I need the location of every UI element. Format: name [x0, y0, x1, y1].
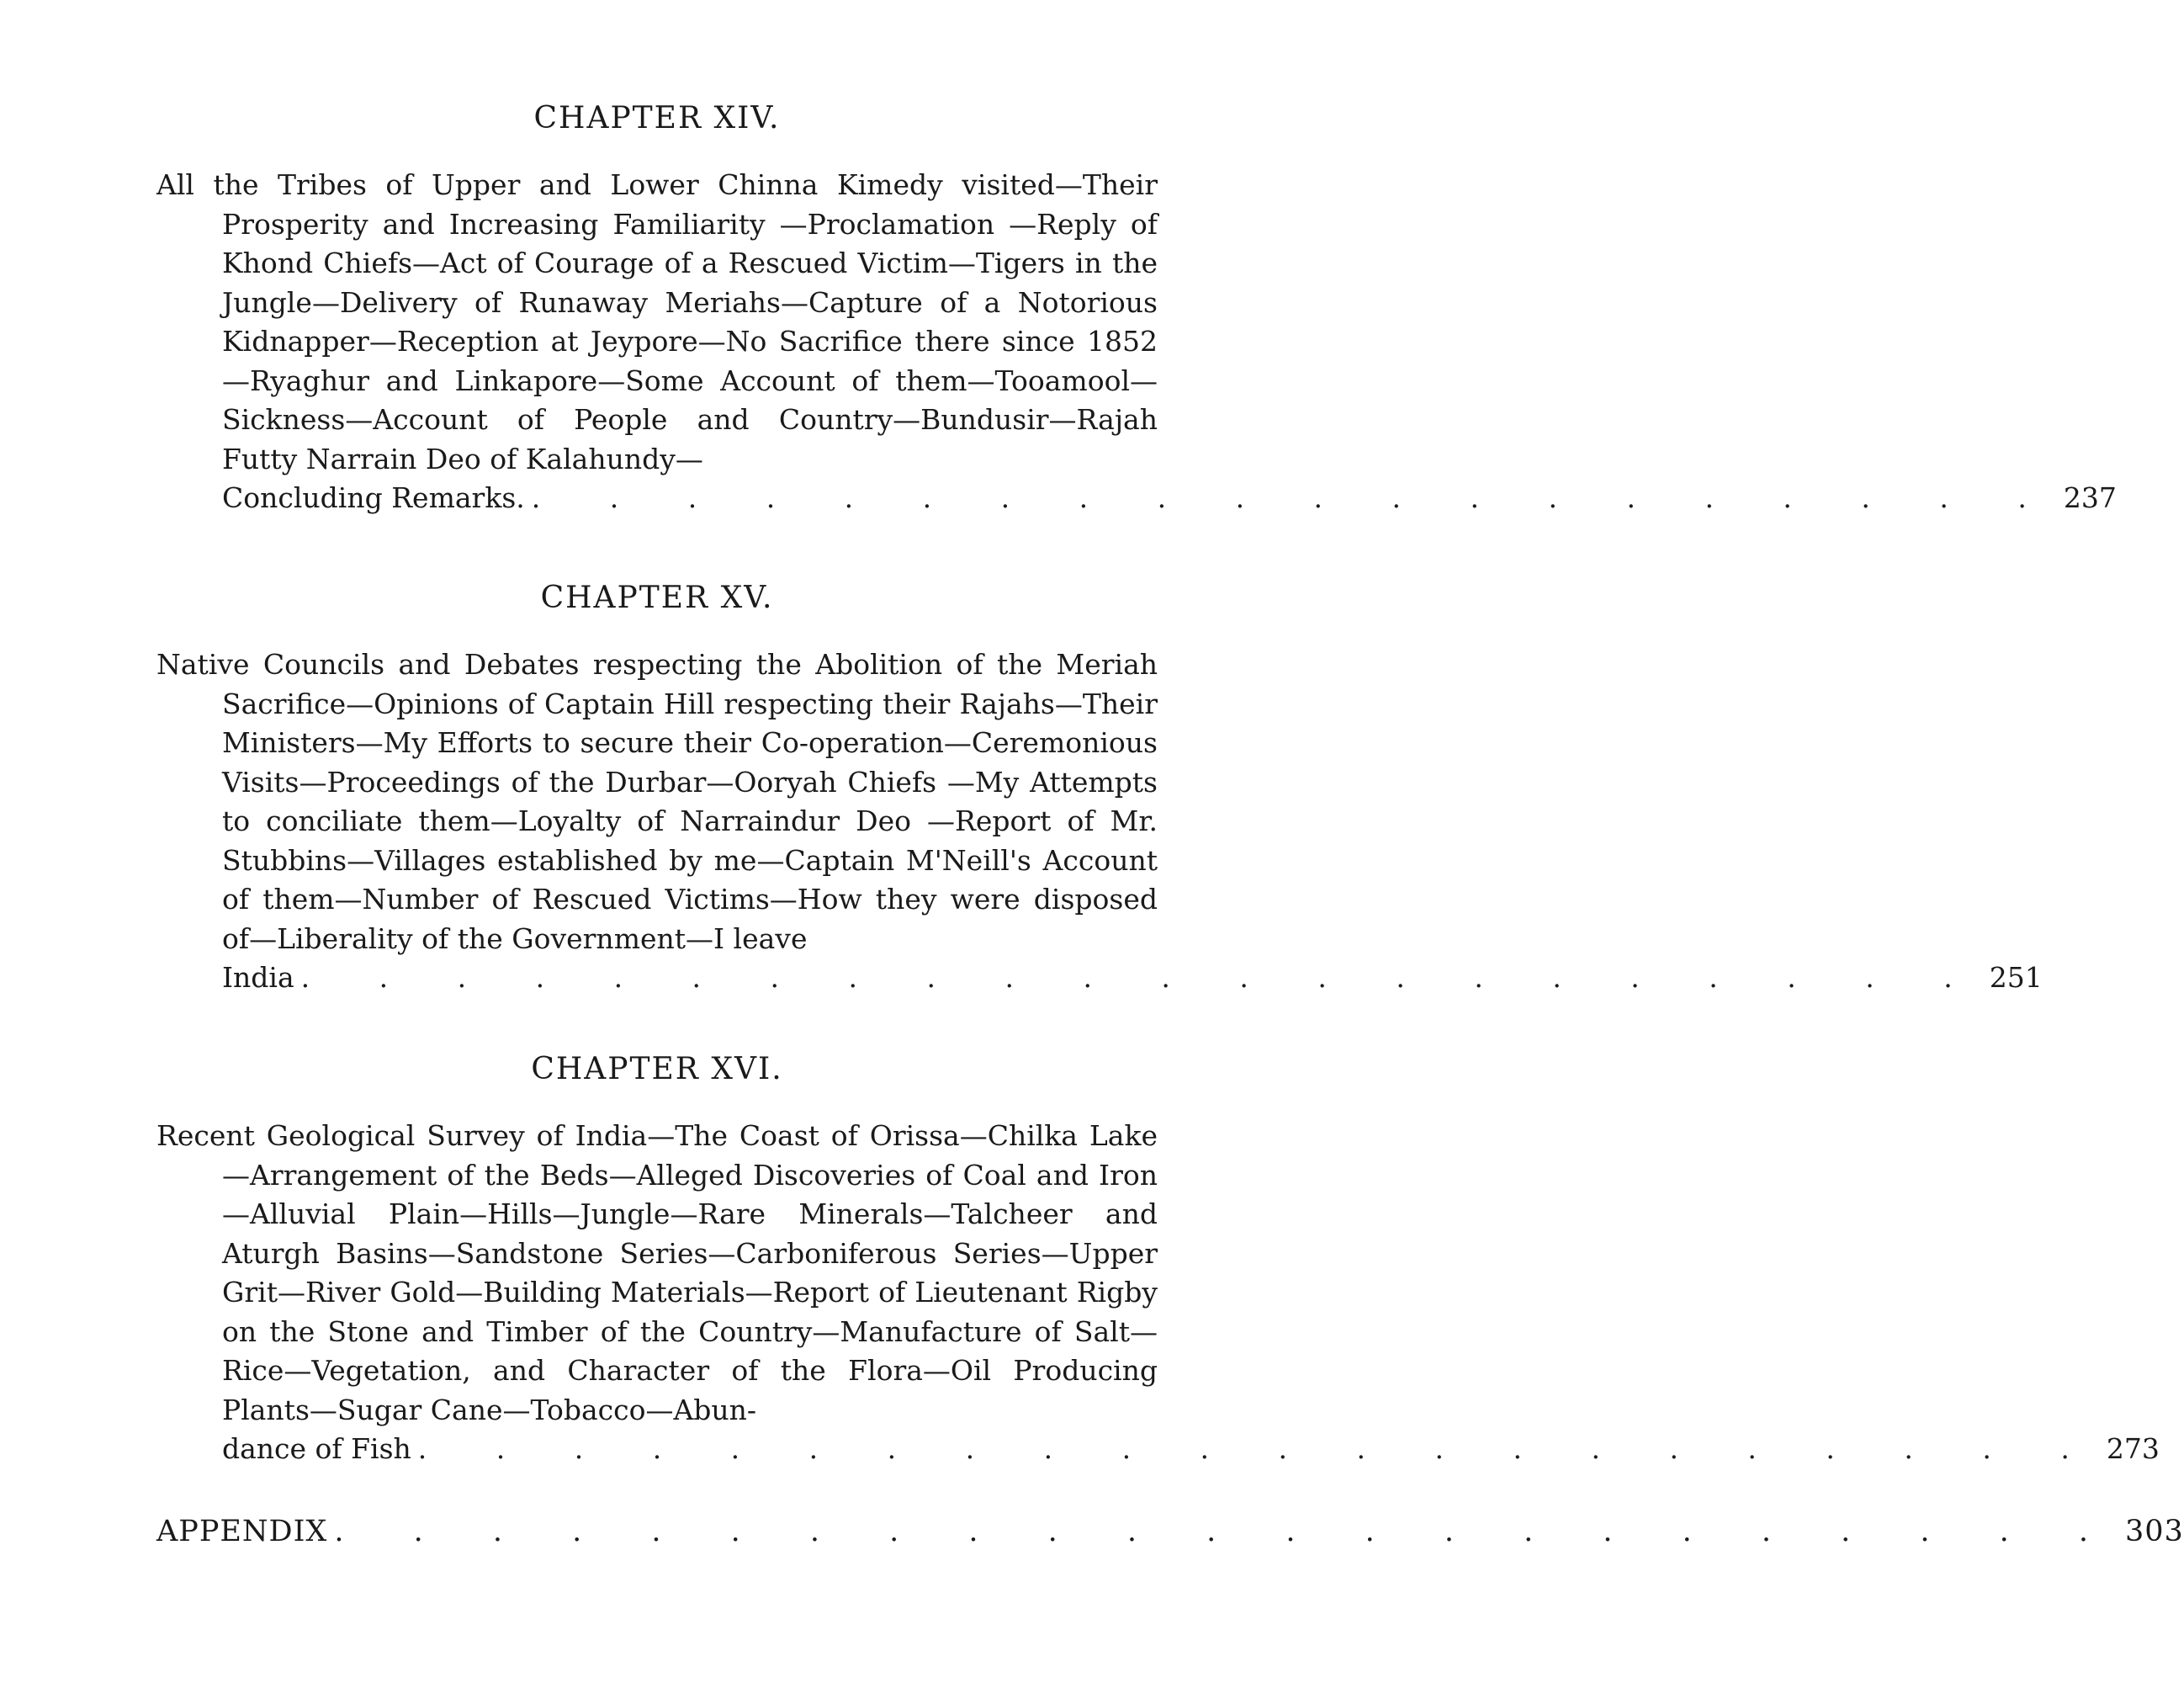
dot-leader: . . . . . . . . . . . . . . . . . . . . [531, 481, 2057, 514]
chapter-summary [156, 166, 1158, 479]
chapter-summary-text: All the Tribes of Upper and Lower Chinna Kimedy visited—Their Prosperity and Increasing Familiarity —Proclamation —Reply of Khond Chiefs—Act of Courage of a Rescued Victim—Tigers in the Jungle—Delivery of Runaway Meriahs—Capture of a Notorious Kidnapper—Reception at Jeypore—No Sacrifice there since 1852—Ryaghur and Linkapore—Some Account of them—Tooamool—Sickness—Account of People and Country—Bundusir—Rajah Futty Narrain Deo of Kalahundy— [156, 168, 1158, 475]
chapter-summary-text: Native Councils and Debates respecting the Abolition of the Meriah Sacrifice—Opinions of Captain Hill respecting their Rajahs—Their Ministers—My Efforts to secure their Co-operation—Ceremonious Visits—Proceedings of the Durbar—Ooryah Chiefs —My Attempts to conciliate them—Loyalty of Narraindur Deo —Report of Mr. Stubbins—Villages established by me—Captain M'Neill's Account of them—Number of Rescued Victims—How they were disposed of—Liberality of the Government—I leave [156, 648, 1158, 955]
dot-leader: . . . . . . . . . . . . . . . . . . . . . . [417, 1432, 2100, 1465]
chapter-page-line [156, 479, 2117, 518]
chapter-heading: CHAPTER XVI. [531, 1052, 783, 1086]
page-number: 303 [2125, 1515, 2184, 1548]
page-number: 237 [2063, 481, 2117, 514]
chapter-xv-entry [156, 581, 2043, 998]
chapter-xvi-entry [156, 1052, 2160, 1469]
chapter-page-line [156, 958, 2043, 998]
chapter-summary [156, 1117, 1158, 1430]
appendix-label: APPENDIX [156, 1515, 328, 1548]
chapter-xiv-entry [156, 101, 2117, 518]
chapter-heading: CHAPTER XIV. [533, 101, 781, 135]
chapter-summary-last-line: dance of Fish [222, 1432, 411, 1465]
chapter-summary-text: Recent Geological Survey of India—The Coast of Orissa—Chilka Lake—Arrangement of the Beds—Alleged Discoveries of Coal and Iron—Alluvial Plain—Hills—Jungle—Rare Minerals—Talcheer and Aturgh Basins—Sandstone Series—Carboniferous Series—Upper Grit—River Gold—Building Materials—Report of Lieutenant Rigby on the Stone and Timber of the Country—Manufacture of Salt—Rice—Vegetation, and Character of the Flora—Oil Producing Plants—Sugar Cane—Tobacco—Abun- [156, 1119, 1158, 1426]
chapter-heading: CHAPTER XV. [540, 581, 774, 615]
chapter-summary [156, 645, 1158, 958]
chapter-page-line [156, 1430, 2160, 1469]
dot-leader: . . . . . . . . . . . . . . . . . . . . . . . [334, 1515, 2119, 1548]
chapter-summary-last-line: Concluding Remarks. [222, 481, 525, 514]
chapter-summary-last-line: India [222, 961, 294, 994]
appendix-entry [156, 1515, 2184, 1548]
dot-leader: . . . . . . . . . . . . . . . . . . . . . . [300, 961, 1983, 994]
page-number: 273 [2106, 1432, 2160, 1465]
page-number: 251 [1989, 961, 2043, 994]
